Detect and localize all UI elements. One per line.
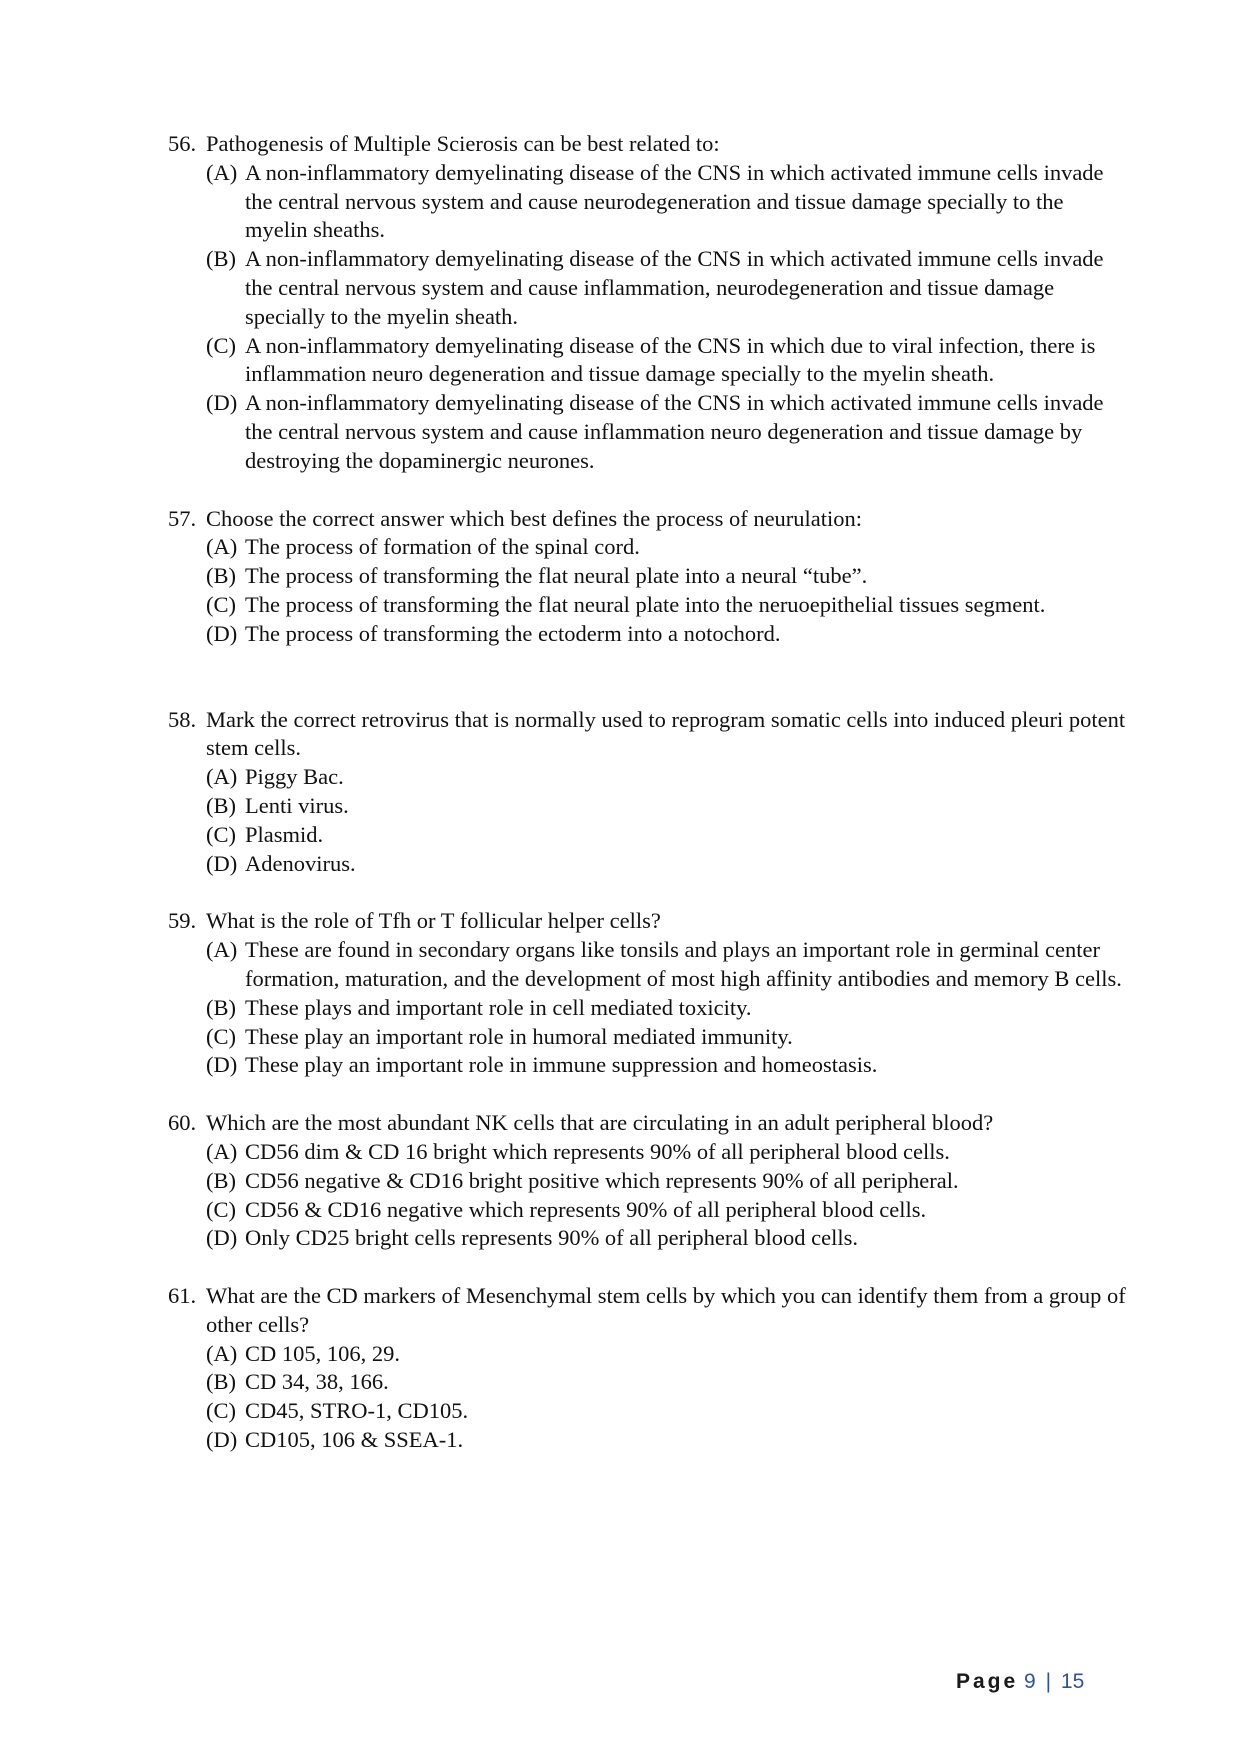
- option-letter: (A): [206, 1138, 238, 1164]
- option-letter: (D): [206, 1052, 238, 1078]
- option-letter: (A): [206, 534, 238, 560]
- page-label: Page: [956, 1670, 1019, 1693]
- question-text: What are the CD markers of Mesenchymal stem cells by which you can identify them from a group of other cells?: [206, 1283, 1126, 1337]
- question-number: 56.: [168, 131, 197, 156]
- page-separator: |: [1045, 1670, 1052, 1693]
- option-a: [206, 1138, 1128, 1167]
- exam-page-content: [168, 130, 1128, 1455]
- option-letter: (D): [206, 390, 238, 416]
- option-letter: (D): [206, 1225, 238, 1251]
- question-59: [168, 907, 1128, 1080]
- option-text: These play an important role in immune suppression and homeostasis.: [245, 1052, 878, 1078]
- page-total: 15: [1060, 1670, 1085, 1693]
- option-text: The process of formation of the spinal cord.: [245, 534, 640, 560]
- option-b: [206, 1167, 1128, 1196]
- option-letter: (B): [206, 563, 236, 589]
- option-letter: (C): [206, 1398, 236, 1424]
- question-number: 58.: [168, 706, 197, 732]
- option-c: [206, 1196, 1128, 1225]
- option-text: These play an important role in humoral mediated immunity.: [245, 1023, 793, 1049]
- option-d: [206, 1051, 1128, 1080]
- option-a: [206, 1340, 1128, 1369]
- option-a: [206, 763, 1128, 792]
- option-a: [206, 533, 1128, 562]
- option-text: A non-inflammatory demyelinating disease of the CNS in which due to viral infection, there is inflammation neuro degeneration and tissue damage specially to the myelin sheath.: [245, 332, 1096, 387]
- option-letter: (B): [206, 246, 236, 272]
- option-text: Lenti virus.: [245, 792, 349, 818]
- option-d: [206, 620, 1128, 649]
- option-c: [206, 1023, 1128, 1052]
- option-text: CD 105, 106, 29.: [245, 1340, 401, 1366]
- option-c: [206, 821, 1128, 850]
- option-text: CD105, 106 & SSEA-1.: [245, 1427, 464, 1453]
- option-letter: (D): [206, 850, 238, 876]
- option-letter: (B): [206, 1167, 236, 1193]
- question-56: [168, 130, 1128, 476]
- option-letter: (A): [206, 1340, 238, 1366]
- option-a: [206, 159, 1128, 245]
- option-a: [206, 936, 1128, 994]
- option-d: [206, 1426, 1128, 1455]
- option-text: Adenovirus.: [245, 850, 356, 876]
- option-text: A non-inflammatory demyelinating disease of the CNS in which activated immune cells invade the central nervous system and cause inflammation neuro degeneration and tissue damage by destroying the dopaminergic neurones.: [245, 390, 1104, 473]
- option-b: [206, 562, 1128, 591]
- question-number: 59.: [168, 908, 197, 934]
- page-footer: [956, 1670, 1084, 1694]
- option-letter: (B): [206, 1369, 236, 1395]
- option-b: [206, 245, 1128, 331]
- question-text: Which are the most abundant NK cells that are circulating in an adult peripheral blood?: [206, 1110, 994, 1136]
- option-letter: (C): [206, 332, 236, 358]
- option-letter: (C): [206, 821, 236, 847]
- option-text: Plasmid.: [245, 821, 324, 847]
- question-number: 57.: [168, 505, 197, 531]
- question-61: [168, 1282, 1128, 1455]
- question-58: [168, 706, 1128, 879]
- option-letter: (A): [206, 764, 238, 790]
- option-text: CD 34, 38, 166.: [245, 1369, 389, 1395]
- option-c: [206, 1397, 1128, 1426]
- option-b: [206, 994, 1128, 1023]
- option-text: The process of transforming the ectoderm into a notochord.: [245, 620, 781, 646]
- option-letter: (A): [206, 937, 238, 963]
- question-text: Mark the correct retrovirus that is normally used to reprogram somatic cells into induced pleuri potent stem cells.: [206, 706, 1126, 761]
- option-letter: (D): [206, 1427, 238, 1453]
- option-text: Only CD25 bright cells represents 90% of all peripheral blood cells.: [245, 1225, 858, 1251]
- option-letter: (D): [206, 620, 238, 646]
- option-text: CD56 & CD16 negative which represents 90% of all peripheral blood cells.: [245, 1196, 927, 1222]
- question-text: Pathogenesis of Multiple Scierosis can be best related to:: [206, 131, 720, 156]
- question-57: [168, 505, 1128, 649]
- option-d: [206, 850, 1128, 879]
- option-letter: (B): [206, 994, 236, 1020]
- option-text: These plays and important role in cell mediated toxicity.: [245, 994, 752, 1020]
- option-letter: (B): [206, 792, 236, 818]
- option-text: The process of transforming the flat neural plate into a neural “tube”.: [245, 563, 868, 589]
- option-b: [206, 792, 1128, 821]
- option-letter: (C): [206, 1023, 236, 1049]
- question-60: [168, 1109, 1128, 1253]
- option-text: The process of transforming the flat neural plate into the neruoepithelial tissues segment.: [245, 591, 1046, 617]
- question-number: 60.: [168, 1110, 197, 1136]
- option-text: These are found in secondary organs like tonsils and plays an important role in germinal center formation, maturation, and the development of most high affinity antibodies and memory B cells.: [245, 937, 1122, 991]
- question-text: What is the role of Tfh or T follicular helper cells?: [206, 908, 661, 934]
- option-d: [206, 389, 1128, 475]
- option-text: CD56 negative & CD16 bright positive which represents 90% of all peripheral.: [245, 1167, 959, 1193]
- question-text: Choose the correct answer which best defines the process of neurulation:: [206, 505, 863, 531]
- option-letter: (C): [206, 1196, 236, 1222]
- option-text: Piggy Bac.: [245, 764, 344, 790]
- option-d: [206, 1224, 1128, 1253]
- option-letter: (C): [206, 591, 236, 617]
- option-c: [206, 332, 1128, 390]
- option-letter: (A): [206, 159, 238, 185]
- option-text: CD45, STRO-1, CD105.: [245, 1398, 469, 1424]
- question-number: 61.: [168, 1283, 197, 1309]
- option-text: CD56 dim & CD 16 bright which represents 90% of all peripheral blood cells.: [245, 1138, 950, 1164]
- option-c: [206, 591, 1128, 620]
- page-number: 9: [1024, 1670, 1036, 1693]
- option-b: [206, 1368, 1128, 1397]
- option-text: A non-inflammatory demyelinating disease of the CNS in which activated immune cells invade the central nervous system and cause neurodegeneration and tissue damage specially to the myelin sheaths.: [245, 159, 1104, 243]
- option-text: A non-inflammatory demyelinating disease of the CNS in which activated immune cells invade the central nervous system and cause inflammation, neurodegeneration and tissue damage specially to the myelin sheath.: [245, 246, 1104, 329]
